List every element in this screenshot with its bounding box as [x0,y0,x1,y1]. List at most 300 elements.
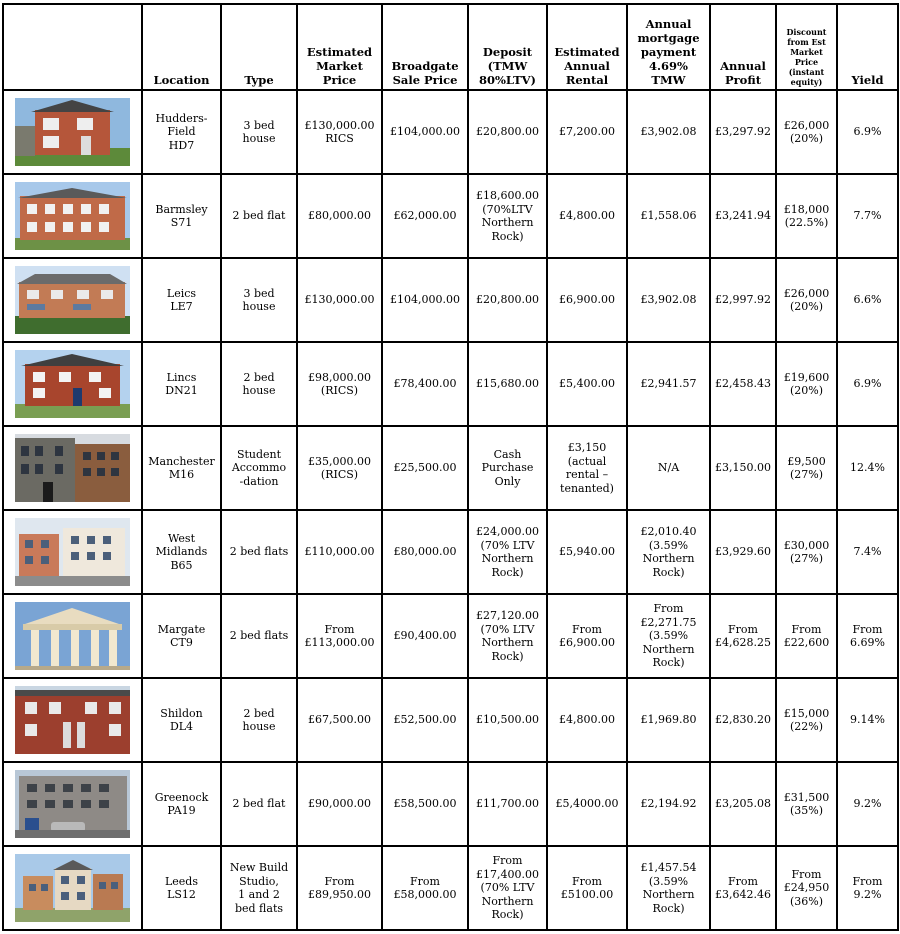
cell-line: payment [640,45,697,59]
sale-price-cell [382,342,468,426]
cell-line: £80,000.00 [308,209,371,223]
cell-line: LS12 [167,888,196,901]
cell-line: (20%) [789,132,824,145]
mortgage-cell [627,510,710,594]
table-row [3,90,898,174]
type-cell [221,90,297,174]
rental-header [547,4,627,90]
cell-line: £20,800.00 [476,293,539,307]
cell-line: (3.59% [648,538,689,552]
deposit-cell [468,762,547,846]
property-photo-cell [3,174,142,258]
location-header: Location [142,4,221,90]
yield-cell [837,762,898,846]
table-row [3,258,898,342]
red-brick-terrace-photo [15,686,130,754]
table-row [3,678,898,762]
property-photo-cell [3,762,142,846]
rental-cell [547,762,627,846]
sale-price-cell [382,846,468,930]
cell-line: (70% LTV [480,622,535,636]
discount-cell [776,174,837,258]
cell-line: Purchase [481,461,534,475]
cell-line: £17,400.00 [476,867,539,881]
cell-line: Market [316,59,363,73]
cell-line: Market [790,47,823,57]
profit-cell [710,258,776,342]
cell-line: £98,000.00 [308,370,371,384]
table-row [3,510,898,594]
cell-line: Studio, [239,874,279,888]
table-row [3,426,898,510]
cell-line: 6.69% [850,636,885,649]
cell-line: Greenock [154,790,209,804]
cell-line: Cash [493,447,522,461]
rental-cell [547,174,627,258]
cell-line: 12.4% [850,461,885,475]
cell-line: 2 bed flat [232,209,286,223]
yield-cell [837,342,898,426]
cell-line: New Build [229,861,289,874]
cell-line: £130,000.00 [304,293,375,307]
profit-cell [710,678,776,762]
sale-price-cell [382,678,468,762]
mortgage-cell [627,762,710,846]
cell-line: house [242,300,276,313]
cell-line: £10,500.00 [476,713,539,727]
cell-line: £22,600 [783,636,830,649]
cell-line: From [410,874,440,888]
cell-line: £2,941.57 [640,377,697,391]
sale-price-header [382,4,468,90]
yield-cell [837,594,898,678]
cell-line: £18,600.00 [476,189,539,202]
rental-cell [547,342,627,426]
cell-line: LE7 [170,300,193,313]
property-photo-cell [3,426,142,510]
cell-line: (3.59% [648,874,689,888]
cell-line: Annual [564,59,610,73]
market-price-cell [297,90,382,174]
photo-header [3,4,142,90]
cell-line: £67,500.00 [308,713,371,727]
cell-line: 6.6% [853,293,882,307]
cell-line: £52,500.00 [393,713,457,727]
cell-line: Rock) [652,901,685,915]
cell-line: equity) [790,77,823,87]
cell-line: CT9 [170,636,193,649]
cell-line: From [324,622,355,636]
cell-line: (20%) [789,384,824,397]
cell-line: 9.2% [853,888,882,901]
cell-line: £80,000.00 [393,545,457,559]
cell-line: £58,000.00 [393,888,457,901]
market-price-cell [297,426,382,510]
profit-cell [710,174,776,258]
cell-line: (70% LTV [480,538,535,552]
location-cell [142,426,221,510]
detached-brick-house-photo [15,98,130,166]
market-price-cell [297,258,382,342]
deposit-cell [468,342,547,426]
discount-cell [776,846,837,930]
cell-line: £89,950.00 [308,888,371,901]
cell-line: £3,297.92 [715,125,771,139]
yield-cell [837,678,898,762]
cell-line: bed flats [234,901,284,915]
cell-line: £18,000 [783,202,830,216]
columned-building-photo [15,602,130,670]
cell-line: £4,628.25 [715,636,771,649]
cell-line: Shildon [160,706,203,720]
deposit-cell [468,510,547,594]
cell-line: £15,000 [783,706,830,720]
cell-line: From [791,867,822,881]
mortgage-cell [627,678,710,762]
header-row [3,4,898,90]
yield-cell [837,258,898,342]
table-row [3,594,898,678]
property-photo-cell [3,342,142,426]
new-build-studio-photo [15,854,130,922]
cell-line: £30,000 [783,538,830,552]
deposit-cell [468,846,547,930]
cell-line: Student [236,447,282,461]
rental-cell [547,678,627,762]
cell-line: Discount [786,27,827,37]
mortgage-cell [627,594,710,678]
cell-line: Leics [166,286,197,300]
sale-price-cell [382,510,468,594]
cell-line: £25,500.00 [393,461,457,475]
cell-line: From [728,874,758,888]
cell-line: From [492,854,523,868]
yield-cell [837,90,898,174]
location-cell [142,174,221,258]
cell-line: Northern [481,894,534,908]
cell-line: From [852,874,883,888]
cell-line: Only [494,474,521,488]
cell-line: £24,000.00 [476,525,539,538]
cell-line: rental – [565,468,609,481]
cell-line: Sale Price [392,73,458,87]
cell-line: £1,558.06 [640,209,697,223]
discount-cell [776,678,837,762]
yield-cell [837,174,898,258]
cell-line: Price [794,57,819,67]
profit-cell [710,510,776,594]
cell-line: 3 bed [243,286,275,300]
cell-line: (20%) [789,300,824,313]
type-cell [221,762,297,846]
cell-line: £3,150 [567,441,607,454]
cell-line: £6,900.00 [559,636,615,649]
cell-line: Lincs [166,370,197,384]
profit-cell [710,846,776,930]
market-price-cell [297,846,382,930]
cell-line: £3,241.94 [715,209,771,223]
cell-line: Rock) [652,565,685,579]
type-cell [221,594,297,678]
cell-line: N/A [657,461,680,475]
cell-line: Rock) [491,908,524,922]
property-photo-cell [3,594,142,678]
profit-cell [710,594,776,678]
cell-line: Accommo [231,461,287,475]
profit-cell [710,426,776,510]
cell-line: £5100.00 [560,888,614,901]
cell-line: £104,000.00 [390,125,460,139]
type-cell [221,846,297,930]
table-row [3,174,898,258]
cell-line: £6,900.00 [559,293,615,307]
cell-line: Northern [481,636,534,649]
discount-cell [776,762,837,846]
cell-line: £20,800.00 [476,125,539,139]
cell-line: £1,969.80 [640,713,697,727]
cell-line: £26,000 [783,118,830,132]
cell-line: 2 bed flats [229,629,289,643]
student-accommodation-building-photo [15,434,130,502]
rental-cell [547,594,627,678]
cell-line: Rock) [491,649,524,663]
cell-line: 1 and 2 [238,888,280,901]
cell-line: from Est [787,37,826,47]
cell-line: £3,902.08 [640,125,697,139]
cell-line: RICS [325,132,354,145]
cell-line: £3,929.60 [715,545,771,559]
discount-cell [776,258,837,342]
type-cell [221,678,297,762]
cell-line: £90,400.00 [393,629,457,643]
cell-line: DN21 [165,384,198,397]
cell-line: TMW [651,73,686,87]
cell-line: Profit [724,73,762,87]
cell-line: Leeds [164,874,198,888]
cell-line: From [728,622,758,636]
cell-line: £2,997.92 [715,293,771,307]
cell-line: 2 bed flats [229,545,289,559]
cell-line: (22%) [789,720,824,733]
cell-line: £27,120.00 [476,609,539,622]
type-header: Type [221,4,297,90]
discount-header [776,4,837,90]
cell-line: tenanted) [560,481,614,495]
property-photo-cell [3,510,142,594]
cell-line: Estimated [306,45,373,59]
sale-price-cell [382,174,468,258]
deposit-cell [468,426,547,510]
cell-line: 2 bed flat [232,797,286,811]
property-photo-cell [3,90,142,174]
cell-line: £2,830.20 [715,713,771,727]
cell-line: £104,000.00 [390,293,460,307]
discount-cell [776,426,837,510]
cell-line: £4,800.00 [559,209,615,223]
cell-line: £5,4000.00 [555,797,619,811]
cell-line: £31,500 [783,790,830,804]
cell-line: Rock) [491,565,524,579]
location-cell [142,594,221,678]
type-cell [221,342,297,426]
cell-line: Deposit [482,45,533,59]
type-cell [221,426,297,510]
type-cell [221,510,297,594]
flat-block-photo [15,182,130,250]
cell-line: £2,271.75 [640,615,697,629]
cell-line: (27%) [789,468,824,481]
table-row [3,762,898,846]
mortgage-header [627,4,710,90]
cell-line: Manchester [148,454,215,468]
property-photo-cell [3,846,142,930]
location-cell [142,342,221,426]
cell-line: From [572,622,602,636]
property-photo-cell [3,678,142,762]
cell-line: £9,500 [787,454,826,468]
profit-cell [710,342,776,426]
type-cell [221,174,297,258]
cell-line: (TMW [487,59,528,73]
yield-cell [837,510,898,594]
cell-line: 9.14% [850,713,885,727]
deposit-cell [468,258,547,342]
mortgage-cell [627,426,710,510]
terrace-houses-photo [15,266,130,334]
cell-line: 2 bed [243,706,275,720]
cell-line: Barmsley [155,202,208,216]
mortgage-cell [627,846,710,930]
profit-cell [710,762,776,846]
cell-line: Price [322,73,357,87]
cell-line: -dation [239,474,279,488]
cell-line: 7.7% [853,209,882,223]
yield-cell [837,846,898,930]
rental-cell [547,90,627,174]
location-cell [142,510,221,594]
semi-detached-house-photo [15,350,130,418]
location-cell [142,846,221,930]
cell-line: £3,642.46 [715,888,771,901]
cell-line: house [242,384,276,397]
cell-line: £2,194.92 [640,797,697,811]
cell-line: (70%LTV [482,202,533,216]
tenement-flats-photo [15,770,130,838]
discount-cell [776,510,837,594]
cell-line: From [572,874,602,888]
new-build-flats-photo [15,518,130,586]
location-cell [142,258,221,342]
market-price-cell [297,342,382,426]
cell-line: Northern [642,642,695,656]
location-cell [142,90,221,174]
cell-line: Estimated [554,45,620,59]
cell-line: West [168,531,195,545]
cell-line: DL4 [169,720,194,733]
location-cell [142,678,221,762]
cell-line: £113,000.00 [304,636,375,649]
deposit-cell [468,174,547,258]
cell-line: house [242,132,276,145]
rental-cell [547,426,627,510]
cell-line: Rock) [652,656,685,670]
cell-line: HD7 [168,138,195,152]
cell-line: 6.9% [853,377,882,391]
table-body [3,90,898,930]
cell-line: £26,000 [783,286,830,300]
cell-line: (RICS) [320,468,359,481]
discount-cell [776,90,837,174]
cell-line: £90,000.00 [308,797,371,811]
cell-line: £5,940.00 [559,545,615,559]
market-price-cell [297,510,382,594]
cell-line: M16 [168,468,195,481]
mortgage-cell [627,342,710,426]
cell-line: £19,600 [783,370,830,384]
deposit-cell [468,594,547,678]
cell-line: Margate [157,622,206,636]
cell-line: Rock) [491,229,524,243]
cell-line: £3,902.08 [640,293,697,307]
cell-line: £11,700.00 [476,797,539,811]
cell-line: Field [167,125,196,139]
table-row [3,846,898,930]
cell-line: Rental [565,73,609,87]
cell-line: £2,458.43 [715,377,771,391]
cell-line: 4.69% [649,59,688,73]
cell-line: (instant [788,67,825,77]
cell-line: Hudders- [155,111,208,125]
yield-cell [837,426,898,510]
discount-cell [776,594,837,678]
cell-line: (35%) [789,804,824,817]
deposit-cell [468,678,547,762]
cell-line: Annual [720,59,766,73]
cell-line: Broadgate [391,59,459,73]
sale-price-cell [382,90,468,174]
property-investment-table [2,3,899,931]
discount-cell [776,342,837,426]
cell-line: (3.59% [648,629,689,643]
sale-price-cell [382,258,468,342]
cell-line: Annual [645,17,692,31]
profit-cell [710,90,776,174]
cell-line: Northern [481,216,534,229]
cell-line: PA19 [167,804,196,817]
cell-line: 6.9% [853,125,882,139]
cell-line: £3,205.08 [715,797,771,811]
cell-line: Northern [481,552,534,565]
cell-line: (actual [567,454,607,468]
cell-line: £4,800.00 [559,713,615,727]
deposit-cell [468,90,547,174]
rental-cell [547,510,627,594]
cell-line: £24,950 [783,881,830,895]
cell-line: (27%) [789,552,824,565]
table-row [3,342,898,426]
cell-line: £7,200.00 [559,125,615,139]
cell-line: (36%) [789,894,824,908]
cell-line: £5,400.00 [559,377,615,391]
market-price-cell [297,678,382,762]
cell-line: £58,500.00 [393,797,457,811]
cell-line: From [852,622,883,636]
cell-line: (70% LTV [480,881,535,895]
cell-line: £130,000.00 [304,118,375,132]
market-price-cell [297,594,382,678]
location-cell [142,762,221,846]
cell-line: £78,400.00 [393,377,457,391]
